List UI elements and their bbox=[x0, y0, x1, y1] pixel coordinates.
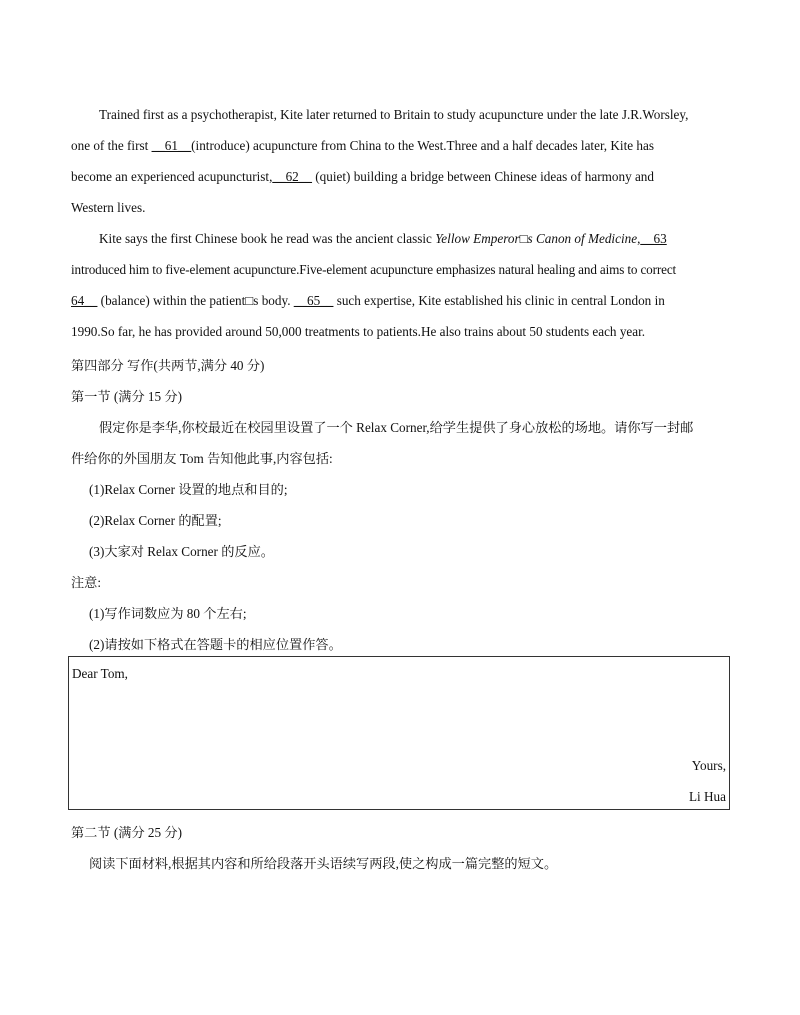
note-1: (1)写作词数应为 80 个左右; bbox=[89, 606, 247, 621]
note-2: (2)请按如下格式在答题卡的相应位置作答。 bbox=[89, 637, 342, 652]
passage-text: such expertise, Kite established his clinic in central London in bbox=[333, 293, 665, 308]
prompt-line-1: 假定你是李华,你校最近在校园里设置了一个 Relax Corner,给学生提供了身心放松的场地。请你写一封邮 bbox=[99, 420, 694, 435]
letter-format-box bbox=[68, 656, 730, 810]
section2-heading: 第二节 (满分 25 分) bbox=[71, 825, 182, 840]
book-title: Yellow Emperor□s Canon of Medicine bbox=[435, 231, 638, 246]
passage-p1-line1: Trained first as a psychotherapist, Kite later returned to Britain to study acupuncture under the late J.R.Worsley, bbox=[99, 107, 689, 122]
content-item-1: (1)Relax Corner 设置的地点和目的; bbox=[89, 482, 288, 497]
letter-greeting: Dear Tom, bbox=[72, 666, 128, 681]
section1-heading: 第一节 (满分 15 分) bbox=[71, 389, 182, 404]
blank-63: __63 bbox=[640, 231, 667, 246]
passage-text: , bbox=[637, 231, 641, 246]
passage-p1-line3 bbox=[71, 169, 654, 185]
content-item-2: (2)Relax Corner 的配置; bbox=[89, 513, 222, 528]
passage-p1-line4: Western lives. bbox=[71, 200, 146, 215]
blank-62: __62__ bbox=[272, 169, 312, 184]
passage-text: one of the first bbox=[71, 138, 152, 153]
letter-closing: Yours, bbox=[691, 758, 726, 773]
passage-p2-line1 bbox=[99, 231, 667, 247]
passage-text: become an experienced acupuncturist, bbox=[71, 169, 273, 184]
section2-instruction: 阅读下面材料,根据其内容和所给段落开头语续写两段,使之构成一篇完整的短文。 bbox=[89, 856, 558, 871]
passage-p2-line3 bbox=[71, 293, 665, 309]
blank-64: 64__ bbox=[71, 293, 98, 308]
passage-text: (introduce) acupuncture from China to the West.Three and a half decades later, Kite has bbox=[191, 138, 654, 153]
letter-signature: Li Hua bbox=[689, 789, 726, 804]
passage-p2-line4: 1990.So far, he has provided around 50,000 treatments to patients.He also trains about 50 students each year. bbox=[71, 324, 646, 339]
note-heading: 注意: bbox=[71, 575, 102, 590]
prompt-line-2: 件给你的外国朋友 Tom 告知他此事,内容包括: bbox=[71, 451, 333, 466]
passage-text: Kite says the first Chinese book he read was the ancient classic bbox=[99, 231, 436, 246]
blank-65: __65__ bbox=[293, 293, 334, 308]
content-item-3: (3)大家对 Relax Corner 的反应。 bbox=[89, 544, 274, 559]
blank-61: __61__ bbox=[151, 138, 192, 153]
passage-text: (balance) within the patient□s body. bbox=[97, 293, 294, 308]
passage-p2-line2: introduced him to five-element acupuncture.Five-element acupuncture emphasizes natural healing and aims to correct bbox=[71, 262, 677, 277]
part4-heading: 第四部分 写作(共两节,满分 40 分) bbox=[71, 358, 265, 373]
passage-p1-line2 bbox=[71, 138, 654, 154]
passage-text: (quiet) building a bridge between Chinese ideas of harmony and bbox=[311, 169, 654, 184]
